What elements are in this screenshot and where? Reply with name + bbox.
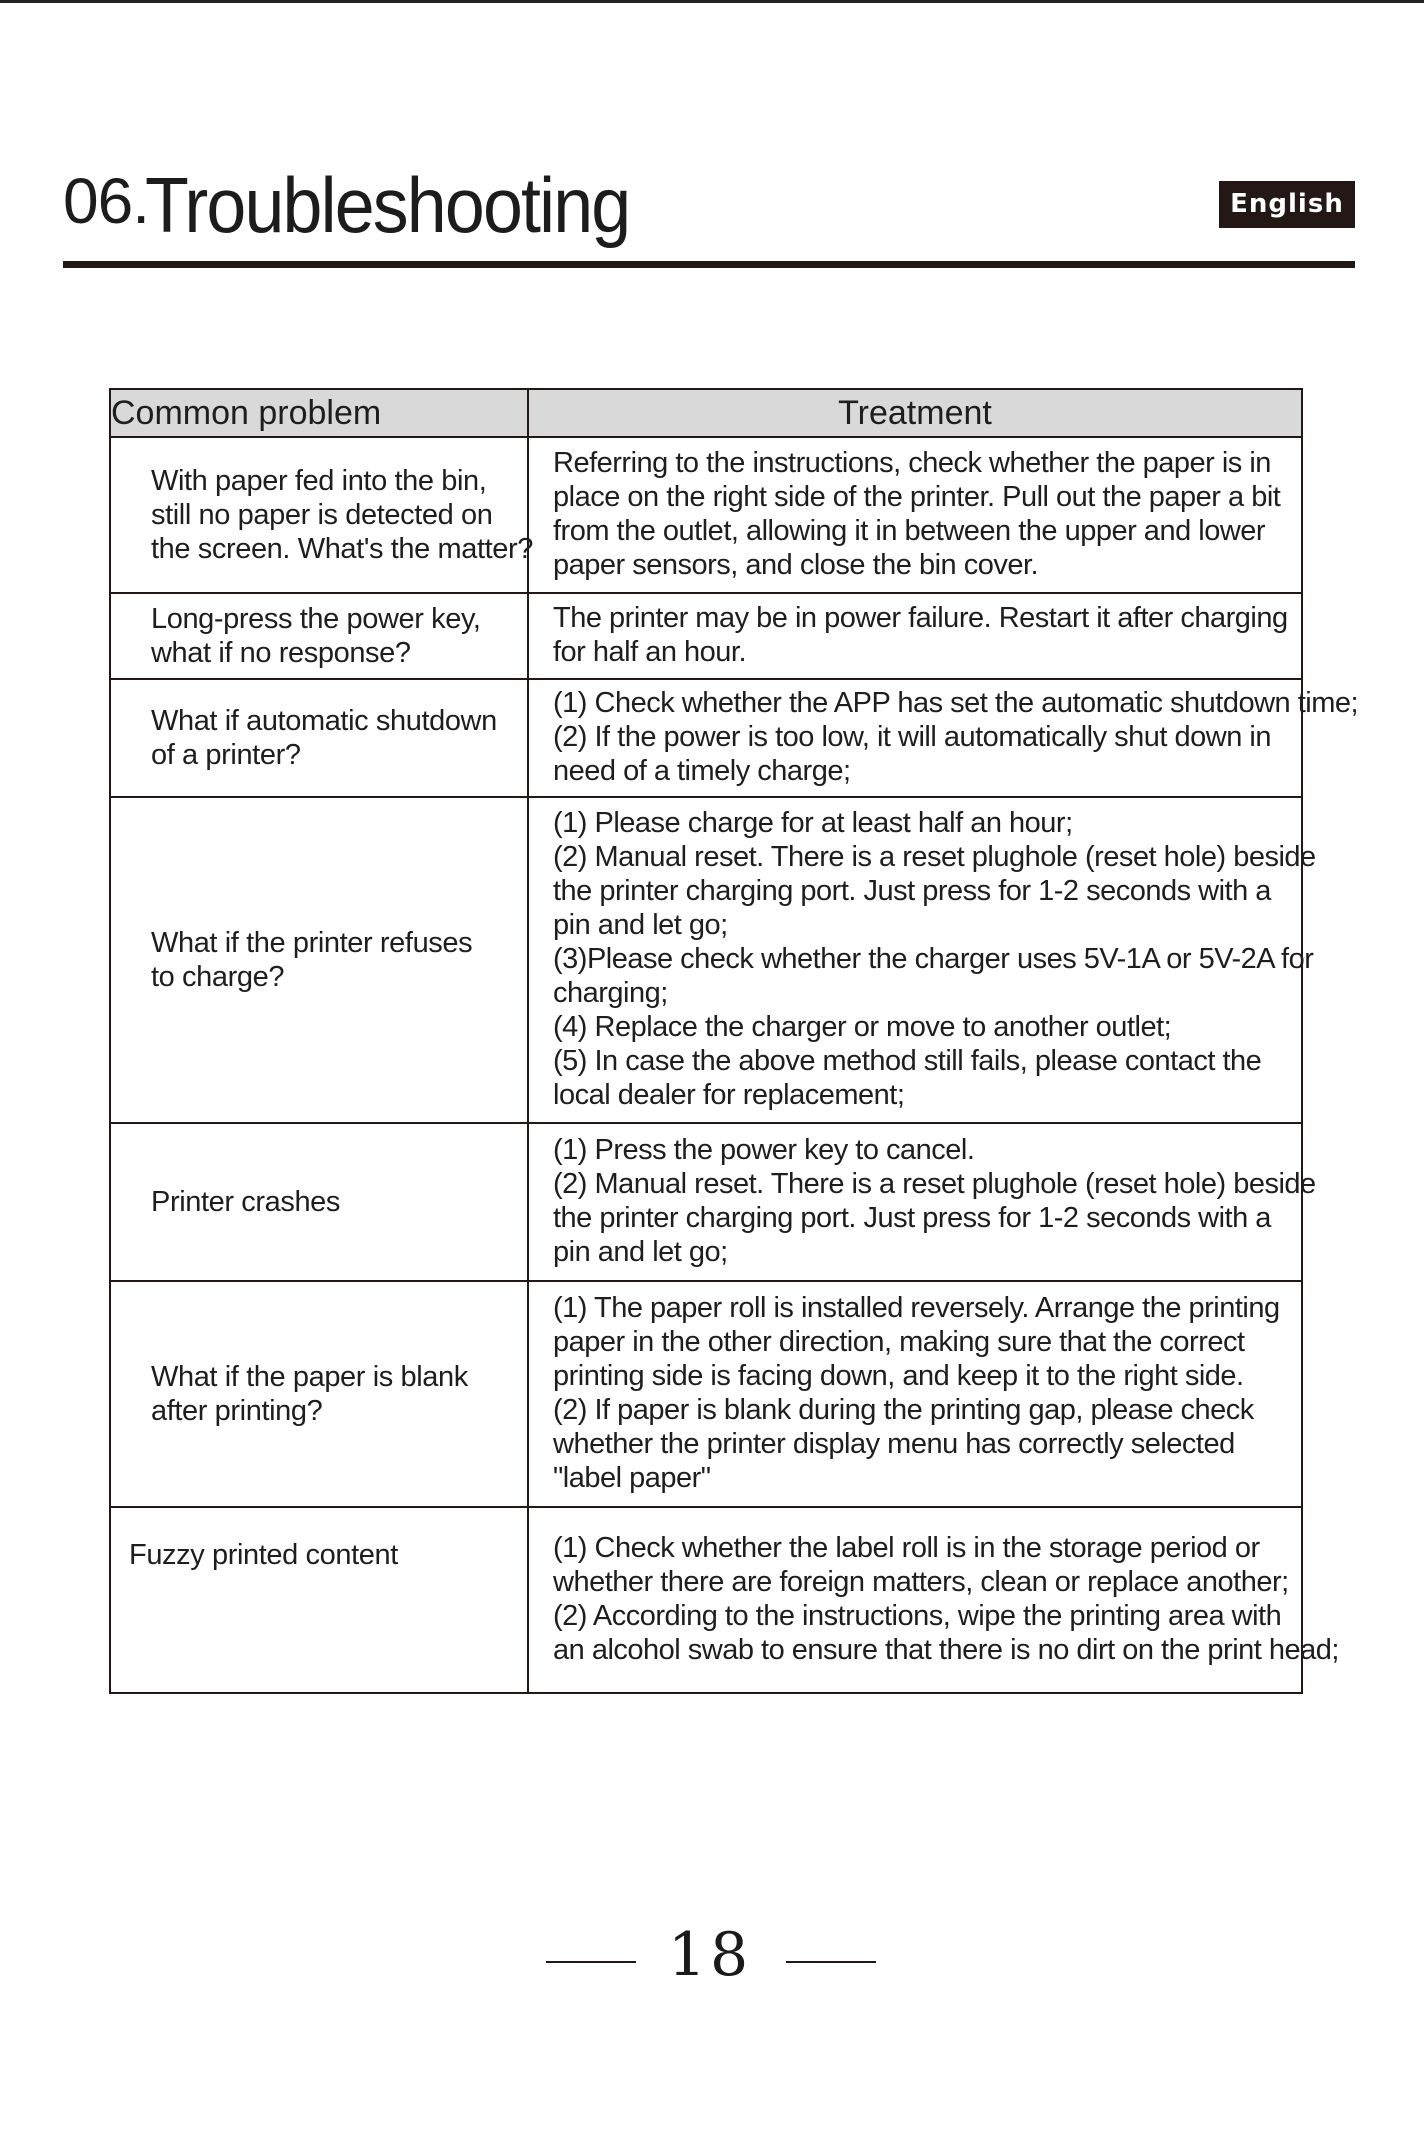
table-row xyxy=(110,679,1302,797)
column-header-treatment: Treatment xyxy=(528,389,1302,437)
treatment-line: Referring to the instructions, check whether the paper is in xyxy=(553,447,1271,479)
treatment-line: (2) According to the instructions, wipe the printing area with xyxy=(553,1600,1282,1632)
treatment-line: (3)Please check whether the charger uses 5V-1A or 5V-2A for xyxy=(553,943,1314,975)
treatment-line: (1) Check whether the label roll is in the storage period or xyxy=(553,1532,1260,1564)
problem-cell xyxy=(110,437,533,593)
treatment-cell xyxy=(528,797,1316,1123)
treatment-line: The printer may be in power failure. Restart it after charging xyxy=(553,602,1288,634)
treatment-line: (2) If the power is too low, it will automatically shut down in xyxy=(553,721,1271,753)
treatment-line: an alcohol swab to ensure that there is no dirt on the print head; xyxy=(553,1634,1339,1666)
problem-line: after printing? xyxy=(151,1395,323,1427)
problem-line: What if the printer refuses xyxy=(151,927,473,959)
table-header-row xyxy=(110,389,1302,437)
problem-cell xyxy=(110,1281,528,1507)
problem-cell xyxy=(110,1123,528,1281)
treatment-line: (4) Replace the charger or move to another outlet; xyxy=(553,1011,1172,1043)
treatment-line: (1) The paper roll is installed reversely. Arrange the printing xyxy=(553,1292,1280,1324)
treatment-cell xyxy=(528,593,1302,679)
treatment-line: the printer charging port. Just press for 1-2 seconds with a xyxy=(553,1202,1271,1234)
page-title: Troubleshooting xyxy=(145,161,630,249)
treatment-line: (5) In case the above method still fails, please contact the xyxy=(553,1045,1262,1077)
problem-cell xyxy=(110,593,528,679)
language-badge: English xyxy=(1219,181,1355,228)
column-header-problem: Common problem xyxy=(110,389,528,437)
problem-line: With paper fed into the bin, xyxy=(151,465,487,497)
problem-line: What if the paper is blank xyxy=(151,1361,468,1393)
treatment-line: paper in the other direction, making sure that the correct xyxy=(553,1326,1245,1358)
title-underline xyxy=(63,261,1355,268)
treatment-line: pin and let go; xyxy=(553,1236,728,1268)
table-row xyxy=(110,1123,1302,1281)
treatment-line: whether the printer display menu has correctly selected xyxy=(553,1428,1235,1460)
problem-line: what if no response? xyxy=(151,637,411,669)
treatment-cell xyxy=(528,679,1359,797)
treatment-line: pin and let go; xyxy=(553,909,728,941)
problem-line: the screen. What's the matter? xyxy=(151,533,533,565)
problem-cell xyxy=(110,679,528,797)
problem-line: to charge? xyxy=(151,961,285,993)
treatment-line: printing side is facing down, and keep it to the right side. xyxy=(553,1360,1244,1392)
table-row xyxy=(110,797,1302,1123)
treatment-line: for half an hour. xyxy=(553,636,747,668)
page-footer xyxy=(0,1920,1424,2000)
table-row xyxy=(110,437,1302,593)
treatment-line: local dealer for replacement; xyxy=(553,1079,905,1111)
problem-line: of a printer? xyxy=(151,739,301,771)
problem-cell xyxy=(110,1507,528,1693)
problem-line: still no paper is detected on xyxy=(151,499,493,531)
top-border-rule xyxy=(0,0,1424,3)
problem-line: What if automatic shutdown xyxy=(151,705,497,737)
page-number: 18 xyxy=(667,1920,753,1990)
treatment-line: "label paper" xyxy=(553,1462,711,1494)
treatment-line: need of a timely charge; xyxy=(553,755,851,787)
treatment-line: (1) Check whether the APP has set the automatic shutdown time; xyxy=(553,687,1359,719)
table-row xyxy=(110,1507,1302,1693)
problem-line: Fuzzy printed content xyxy=(129,1539,398,1571)
treatment-cell xyxy=(528,1507,1339,1693)
table-row xyxy=(110,1281,1302,1507)
footer-rule-right xyxy=(786,1961,876,1963)
treatment-line: paper sensors, and close the bin cover. xyxy=(553,549,1039,581)
treatment-cell xyxy=(528,1281,1302,1507)
treatment-cell xyxy=(528,437,1302,593)
page-header xyxy=(63,160,1355,270)
treatment-line: (2) Manual reset. There is a reset plughole (reset hole) beside xyxy=(553,841,1316,873)
treatment-line: (1) Please charge for at least half an hour; xyxy=(553,807,1073,839)
treatment-line: whether there are foreign matters, clean or replace another; xyxy=(553,1566,1289,1598)
section-number: 06. xyxy=(63,165,149,237)
treatment-line: (2) If paper is blank during the printing gap, please check xyxy=(553,1394,1254,1426)
treatment-line: (2) Manual reset. There is a reset plughole (reset hole) beside xyxy=(553,1168,1316,1200)
treatment-line: place on the right side of the printer. Pull out the paper a bit xyxy=(553,481,1281,513)
table-row xyxy=(110,593,1302,679)
problem-cell xyxy=(110,797,528,1123)
treatment-line: the printer charging port. Just press for 1-2 seconds with a xyxy=(553,875,1271,907)
problem-line: Printer crashes xyxy=(151,1186,341,1218)
treatment-line: from the outlet, allowing it in between the upper and lower xyxy=(553,515,1266,547)
footer-rule-left xyxy=(546,1961,636,1963)
treatment-line: charging; xyxy=(553,977,668,1009)
treatment-line: (1) Press the power key to cancel. xyxy=(553,1134,975,1166)
problem-line: Long-press the power key, xyxy=(151,603,481,635)
troubleshooting-table xyxy=(109,388,1359,1694)
treatment-cell xyxy=(528,1123,1316,1281)
